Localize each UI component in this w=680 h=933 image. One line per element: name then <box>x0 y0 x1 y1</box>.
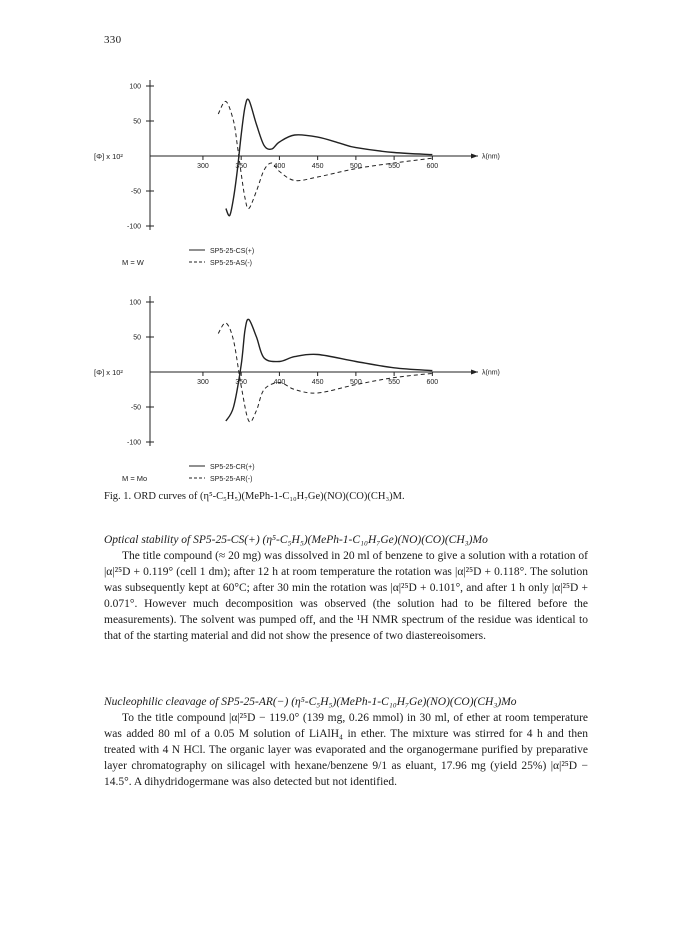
x-axis-arrow <box>471 154 478 159</box>
y-tick-label: 50 <box>133 118 141 126</box>
ord-chart-w <box>0 70 680 275</box>
y-tick-label: -100 <box>126 439 141 447</box>
legend-label: SP5-25-CS(+) <box>210 248 255 255</box>
x-tick-label: 450 <box>311 163 324 170</box>
x-tick-label: 350 <box>235 163 248 170</box>
x-tick-label: 500 <box>350 163 362 170</box>
x-axis-unit: λ(nm) <box>482 369 500 377</box>
x-tick-label: 600 <box>426 379 439 386</box>
x-axis-arrow <box>471 370 478 375</box>
series-line-2 <box>218 101 432 208</box>
section-paragraph: To the title compound |α|²⁵D − 119.0° (139 mg, 0.26 mmol) in 30 ml, of ether at room temperature was added 80 ml of a 0.05 M solution of LiAlH₄ in ether. The mixture was stirred for 4 h and then treated with 4 N HCl. The organic layer was evaporated and the organogermane purified by preparative layer chromatography on silicagel with hexane/benzene 9/1 as eluant, 17.96 mg (yield 25%) |α|²⁵D − 14.5°. A dihydridogermane was also detected but not identified. <box>104 712 588 788</box>
x-tick-label: 550 <box>388 163 400 170</box>
x-tick-label: 450 <box>311 379 324 386</box>
legend-label: SP5-25-AS(-) <box>210 260 253 267</box>
series-line-1 <box>226 99 432 216</box>
x-tick-label: 300 <box>197 379 209 386</box>
y-tick-label: -50 <box>130 404 141 412</box>
x-tick-label: 550 <box>388 379 400 386</box>
y-tick-label: 100 <box>129 83 141 91</box>
ord-chart-mo <box>0 286 680 491</box>
x-tick-label: 600 <box>426 163 439 170</box>
x-tick-label: 400 <box>273 379 286 386</box>
x-tick-label: 300 <box>197 163 209 170</box>
y-tick-label: -100 <box>126 223 141 231</box>
section-paragraph: The title compound (≈ 20 mg) was dissolved in 20 ml of benzene to give a solution with a rotation of |α|²⁵D + 0.119° (cell 1 dm); after 12 h at room temperature the rotation was |α|²⁵D + 0.118°. The solution was subsequently kept at 60°C; after 30 min the rotation was |α|²⁵D + 0.101°, and after 1 h only |α|²⁵D + 0.071°. However much decomposition was observed (the solution had to be filtered before the measurements). The solvent was pumped off, and the ¹H NMR spectrum of the residue was identical to that of the starting material and did not show the presence of two diastereoisomers. <box>104 550 588 642</box>
x-tick-label: 500 <box>350 379 362 386</box>
page-number: 330 <box>104 34 122 46</box>
series-line-1 <box>226 319 432 421</box>
y-tick-label: -50 <box>130 188 141 196</box>
metal-label: M = Mo <box>122 474 148 483</box>
legend-label: SP5-25-CR(+) <box>210 464 255 471</box>
section-heading: Optical stability of SP5-25-CS(+) (η⁵-C₅H₅)(MePh-1-C₁₀H₇Ge)(NO)(CO)(CH₃)Mo <box>104 534 488 546</box>
figure-caption: Fig. 1. ORD curves of (η⁵-C₅H₅)(MePh-1-C₁₀H₇Ge)(NO)(CO)(CH₃)M. <box>104 491 405 502</box>
section-optical-stability <box>104 532 588 644</box>
x-axis-unit: λ(nm) <box>482 153 500 161</box>
y-tick-label: 100 <box>129 299 141 307</box>
legend-label: SP5-25-AR(-) <box>210 476 253 483</box>
x-tick-label: 350 <box>235 379 248 386</box>
section-nucleophilic-cleavage <box>104 694 588 790</box>
y-tick-label: 50 <box>133 334 141 342</box>
y-axis-label: [Φ] x 10² <box>94 368 123 377</box>
y-axis-label: [Φ] x 10² <box>94 152 123 161</box>
section-heading: Nucleophilic cleavage of SP5-25-AR(−) (η⁵-C₅H₅)(MePh-1-C₁₀H₇Ge)(NO)(CO)(CH₃)Mo <box>104 696 517 708</box>
metal-label: M = W <box>122 258 144 267</box>
x-tick-label: 400 <box>273 163 286 170</box>
